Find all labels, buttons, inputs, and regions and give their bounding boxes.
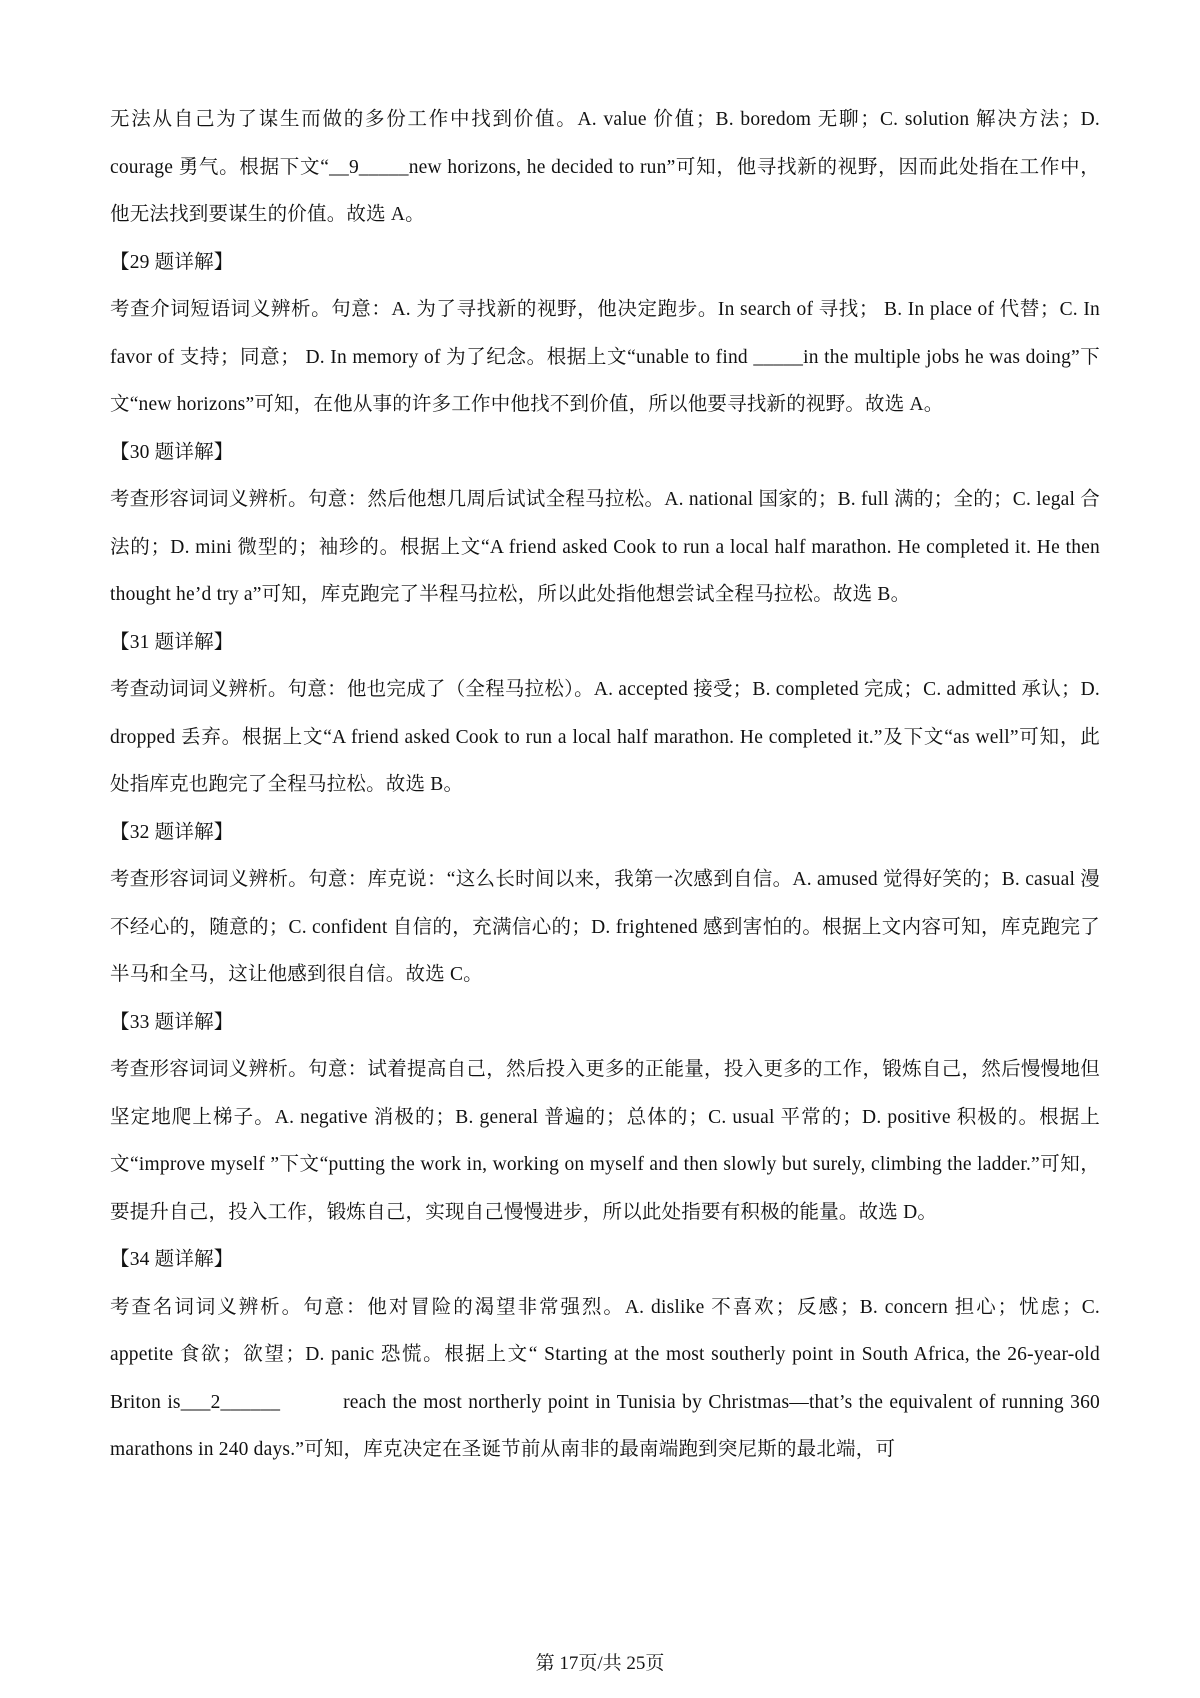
body-paragraph	[110, 96, 1100, 239]
section-heading	[110, 619, 1100, 667]
text-segment: 考查形容词词义辨析。句意：试着提高自己，然后投入更多的正能量，投入更多的工作，锻炼自己，然后慢慢地但坚定地爬上梯子。A. negative 消极的；B. general 普遍的；总体的；C. usual 平常的；D. positive 积极的。根据上文“improve myself ”下文“putting the work in, working on myself and then slowly but surely, climbing the ladder.”可知，要提升自己，投入工作，锻炼自己，实现自己慢慢进步，所以此处指要有积极的能量。故选 D。	[110, 1059, 1100, 1223]
page-footer: 第 17页/共 25页	[535, 1653, 665, 1674]
text-segment: new horizons, he decided to run”可知，他寻找新的视野，因而此处指在工作中，他无法找到要谋生的价值。故选 A。	[110, 156, 1100, 225]
text-segment: 【34 题详解】	[110, 1249, 234, 1270]
section-heading	[110, 809, 1100, 857]
section-heading	[110, 999, 1100, 1047]
text-segment: in the multiple jobs he was doing”下文“new horizons”可知，在他从事的许多工作中他找不到价值，所以他要寻找新的视野。故选 A。	[110, 346, 1100, 415]
fill-in-blank: _____	[753, 346, 804, 368]
body-paragraph	[110, 476, 1100, 619]
body-paragraph	[110, 1284, 1100, 1474]
text-segment: 考查动词词义辨析。句意：他也完成了（全程马拉松）。A. accepted 接受；B. completed 完成；C. admitted 承认；D. dropped 丢弃。根据上文“A friend asked Cook to run a local half marathon. He completed it.”及下文“as well”可知，此处指库克也跑完了全程马拉松。故选 B。	[110, 679, 1100, 795]
text-segment: 考查介词短语词义辨析。句意：A. 为了寻找新的视野，他决定跑步。In search of 寻找； B. In place of 代替；C. In favor of 支持；同意； D. In memory of 为了纪念。根据上文“unable to find	[110, 299, 1100, 368]
section-heading	[110, 239, 1100, 287]
fill-in-blank: __9_____	[329, 156, 409, 178]
body-paragraph	[110, 856, 1100, 999]
document-body	[110, 96, 1100, 1474]
section-heading	[110, 429, 1100, 477]
section-heading	[110, 1236, 1100, 1284]
text-segment: 考查名词词义辨析。句意：他对冒险的渴望非常强烈。A. dislike 不喜欢；反感；B. concern 担心；忧虑；C. appetite 食欲；欲望；D. panic 恐慌。根据上文“ Starting at the most southerly point in South Africa, the 26-year-old Briton is	[110, 1296, 1100, 1413]
body-paragraph	[110, 666, 1100, 809]
text-segment: reach the most northerly point in Tunisia by Christmas—that’s the equivalent of running 360 marathons in 240 days.”可知，库克决定在圣诞节前从南非的最南端跑到突尼斯的最北端，可	[110, 1391, 1100, 1460]
text-segment: 考查形容词词义辨析。句意：然后他想几周后试试全程马拉松。A. national 国家的；B. full 满的；全的；C. legal 合法的；D. mini 微型的；袖珍的。根据上文“A friend asked Cook to run a local half marathon. He completed it. He then thought he’d try a”可知，库克跑完了半程马拉松，所以此处指他想尝试全程马拉松。故选 B。	[110, 489, 1100, 605]
text-segment: 无法从自己为了谋生而做的多份工作中找到价值。A. value 价值；B. boredom 无聊；C. solution 解决方法；D. courage 勇气。根据下文“	[110, 109, 1100, 178]
text-segment: 【33 题详解】	[110, 1011, 234, 1033]
body-paragraph	[110, 286, 1100, 429]
text-segment: 【32 题详解】	[110, 821, 234, 843]
text-segment: 【31 题详解】	[110, 631, 234, 653]
text-segment: 【30 题详解】	[110, 441, 234, 463]
body-paragraph	[110, 1046, 1100, 1236]
fill-in-blank: ___2______	[180, 1391, 344, 1413]
text-segment: 【29 题详解】	[110, 251, 234, 273]
text-segment: 考查形容词词义辨析。句意：库克说：“这么长时间以来，我第一次感到自信。A. amused 觉得好笑的；B. casual 漫不经心的，随意的；C. confident 自信的，充满信心的；D. frightened 感到害怕的。根据上文内容可知，库克跑完了半马和全马，这让他感到很自信。故选 C。	[110, 869, 1100, 985]
